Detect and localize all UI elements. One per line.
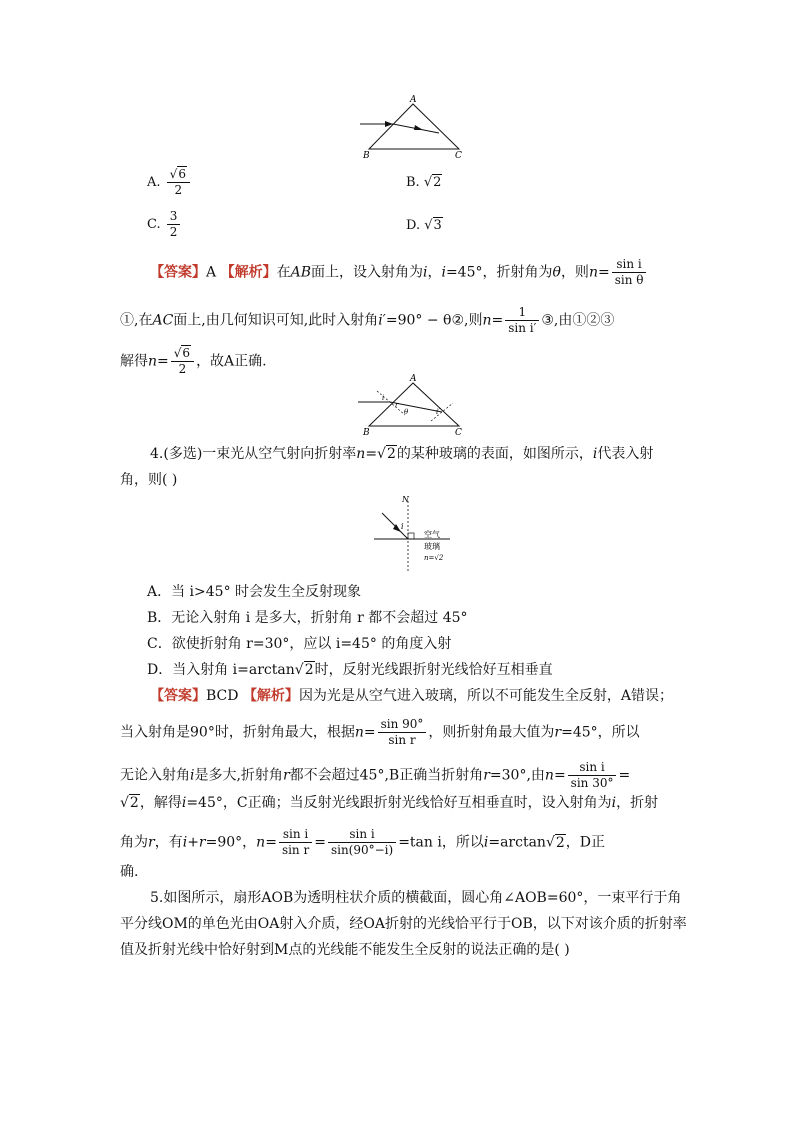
q4-line2: 角，则( ) [120,472,178,488]
q4-option-c: C．欲使折射角 r=30°，应以 i=45° 的角度入射 [147,636,452,652]
vertex-c-label-2: C [455,428,462,438]
triangle-abc [369,104,459,149]
answer3-line2: ①,在AC面上,由几何知识可知,此时入射角i′=90° − θ②,则n= $\frac{1}{\text{sin i′}}$ ③,由①②③ [120,305,615,335]
q4-option-b: B．无论入射角 i 是多大，折射角 r 都不会超过 45° [147,610,468,626]
option-c: C. $\frac{3}{2}$ [147,209,182,240]
figure-triangle-2 [355,373,475,439]
vertex-a-label-2: A [410,374,417,384]
answer4-line3: 无论入射角i是多大,折射角r都不会超过45°,B正确当折射角r=30°,由n= $\frac{\text{sin i}}{\sin 30^\circ}$ = [120,760,631,790]
vertex-b-label-2: B [363,428,370,438]
answer4-line5: 角为r，有i+r=90°，n= $\frac{\text{sin i}}{\text{sin r}}$ = $\frac{\text{sin i}}{\sin(90^\circ-i)}$ =tan i，所以i=arctan√2，D正 [120,827,606,857]
vertex-a-label: A [410,95,417,105]
vertex-c-label: C [455,151,462,161]
air-label: 空气 [424,530,440,539]
answer4-line4: √2，解得i=45°，C正确；当反射光线跟折射光线恰好互相垂直时，设入射角为i，折射 [120,795,659,811]
q4-option-a: A．当 i>45° 时会发生全反射现象 [147,584,362,600]
angle-i-label-3: i [401,522,404,531]
triangle-abc-2 [369,383,459,426]
right-angle-mark [408,533,414,539]
normal-n-label: N [402,495,409,504]
option-a: A. $\frac{√6}{2}$ [147,167,192,198]
answer4-line1: 【答案】BCD 【解析】因为光是从空气进入玻璃，所以不可能发生全反射，A错误； [150,688,674,704]
arrow-head-2 [414,125,423,130]
angle-i-label: i [382,394,385,402]
glass-label: 玻璃 [424,542,440,551]
answer3-line1: 【答案】A 【解析】在AB面上，设入射角为i，i=45°，折射角为θ，则n= $\frac{\text{sin i}}{\text{sin θ}}$ [150,257,648,288]
figure-triangle-1 [355,92,475,162]
answer4-line6: 确. [120,864,139,880]
angle-ip-label: i′ [436,408,440,416]
q5-line1: 5.如图所示，扇形AOB为透明柱状介质的横截面，圆心角∠AOB=60°，一束平行于角 [150,890,682,906]
q5-line2: 平分线OM的单色光由OA射入介质，经OA折射的光线恰平行于OB，以下对该介质的折射率 [120,916,687,932]
angle-theta-label: θ [404,408,409,416]
vertex-b-label: B [363,151,370,161]
figure-refraction [370,493,460,573]
index-label: n=√2 [424,554,444,562]
answer3-line3: 解得n= $\frac{√6}{2}$ ，故A正确. [120,346,267,376]
q4-option-d: D．当入射角 i=arctan√2时，反射光线跟折射光线恰好互相垂直 [147,662,553,678]
option-b: B. √2 [406,175,442,190]
q5-line3: 值及折射光线中恰好射到M点的光线能不能发生全反射的说法正确的是( ) [120,942,570,958]
q4-line1: 4.(多选)一束光从空气射向折射率n=√2的某种玻璃的表面，如图所示，i代表入射 [150,446,654,462]
option-d: D. √3 [406,218,442,233]
angle-r-label: r [395,401,399,409]
answer4-line2: 当入射角是90°时，折射角最大，根据n= $\frac{\sin 90^\circ}{\text{sin r}}$ ，则折射角最大值为r=45°，所以 [120,717,640,747]
